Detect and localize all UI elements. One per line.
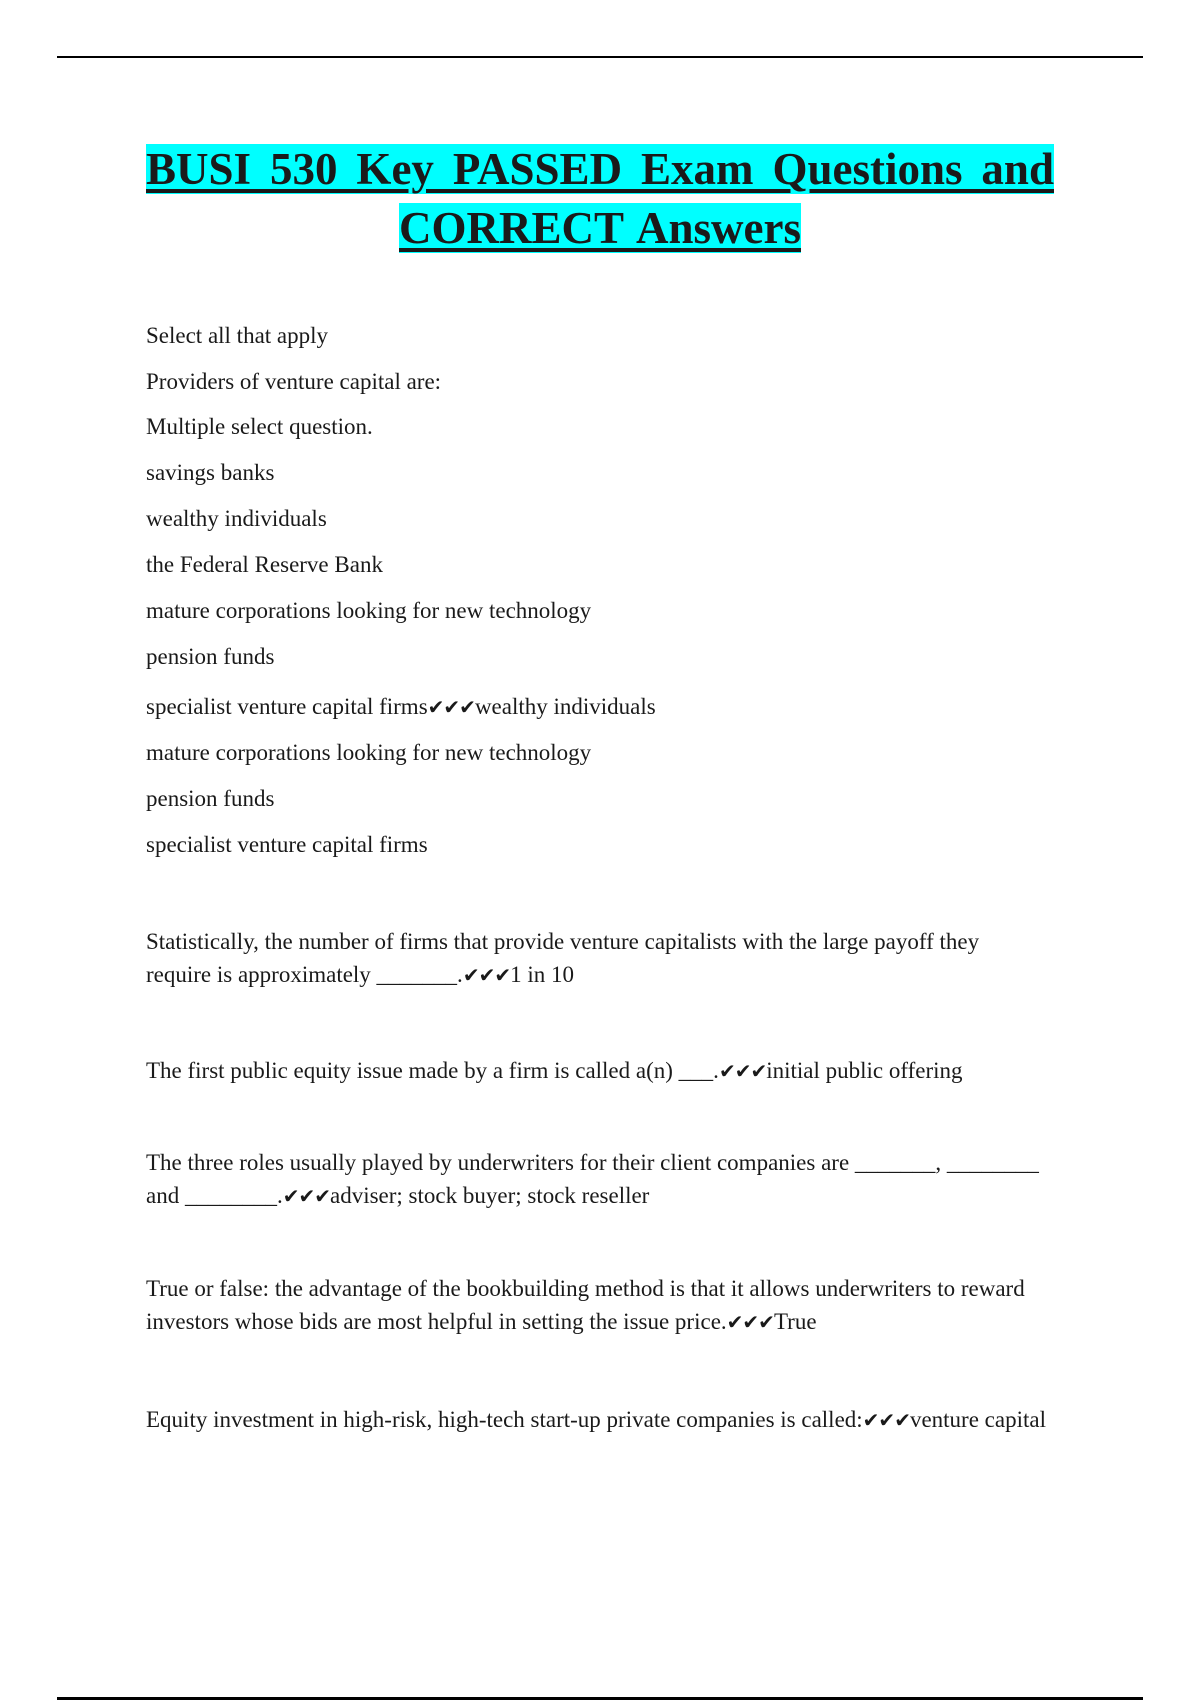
q1-line-2: Providers of venture capital are: [146,369,442,394]
q1-line-7: mature corporations looking for new technology [146,598,592,623]
q6-question: Equity investment in high-risk, high-tech start-up private companies is called: [146,1407,863,1432]
q2-answer: 1 in 10 [510,962,574,987]
q1-answer-start: wealthy individuals [474,694,656,719]
q1-line-5: wealthy individuals [146,506,327,531]
check-marks-icon: ✔✔✔ [282,1184,330,1208]
q2-question: Statistically, the number of firms that provide venture capitalists with the large payoff they require is approximately _______. [146,929,980,987]
q5-question: True or false: the advantage of the bookbuilding method is that it allows underwriters to reward investors whose bids are most helpful in setting the issue price. [146,1276,1025,1334]
q1-answer-lead: specialist venture capital firms [146,694,428,719]
q1-answer-line-4: specialist venture capital firms [146,832,428,857]
q6-answer: venture capital [909,1407,1046,1432]
q5-answer: True [773,1309,817,1334]
q3-answer: initial public offering [766,1058,963,1083]
q1-line-1: Select all that apply [146,323,329,348]
q1-line-6: the Federal Reserve Bank [146,552,383,577]
question-5 [146,1272,1046,1339]
check-marks-icon: ✔✔✔ [462,963,511,987]
question-4 [146,1146,1046,1213]
check-marks-icon: ✔✔✔ [427,695,475,719]
check-marks-icon: ✔✔✔ [862,1408,910,1432]
q3-question: The first public equity issue made by a firm is called a(n) ___. [146,1058,719,1083]
document-title [146,140,1054,258]
question-6 [146,1403,1046,1437]
check-marks-icon: ✔✔✔ [726,1310,774,1334]
q1-line-4: savings banks [146,460,275,485]
q4-answer: adviser; stock buyer; stock reseller [330,1183,650,1208]
q1-answer-line-3: pension funds [146,786,275,811]
q1-line-3: Multiple select question. [146,414,373,439]
q1-answer-line-2: mature corporations looking for new technology [146,740,592,765]
q1-line-8: pension funds [146,644,275,669]
document-title-text: BUSI 530 Key PASSED Exam Questions and CORRECT Answers [146,144,1054,253]
check-marks-icon: ✔✔✔ [718,1059,767,1083]
question-2 [146,925,1046,992]
q4-question: The three roles usually played by underwriters for their client companies are _______, ________ and ________. [146,1150,1039,1208]
q1-answer-line [146,694,656,720]
question-3 [146,1054,1046,1088]
header-rule [57,56,1143,58]
